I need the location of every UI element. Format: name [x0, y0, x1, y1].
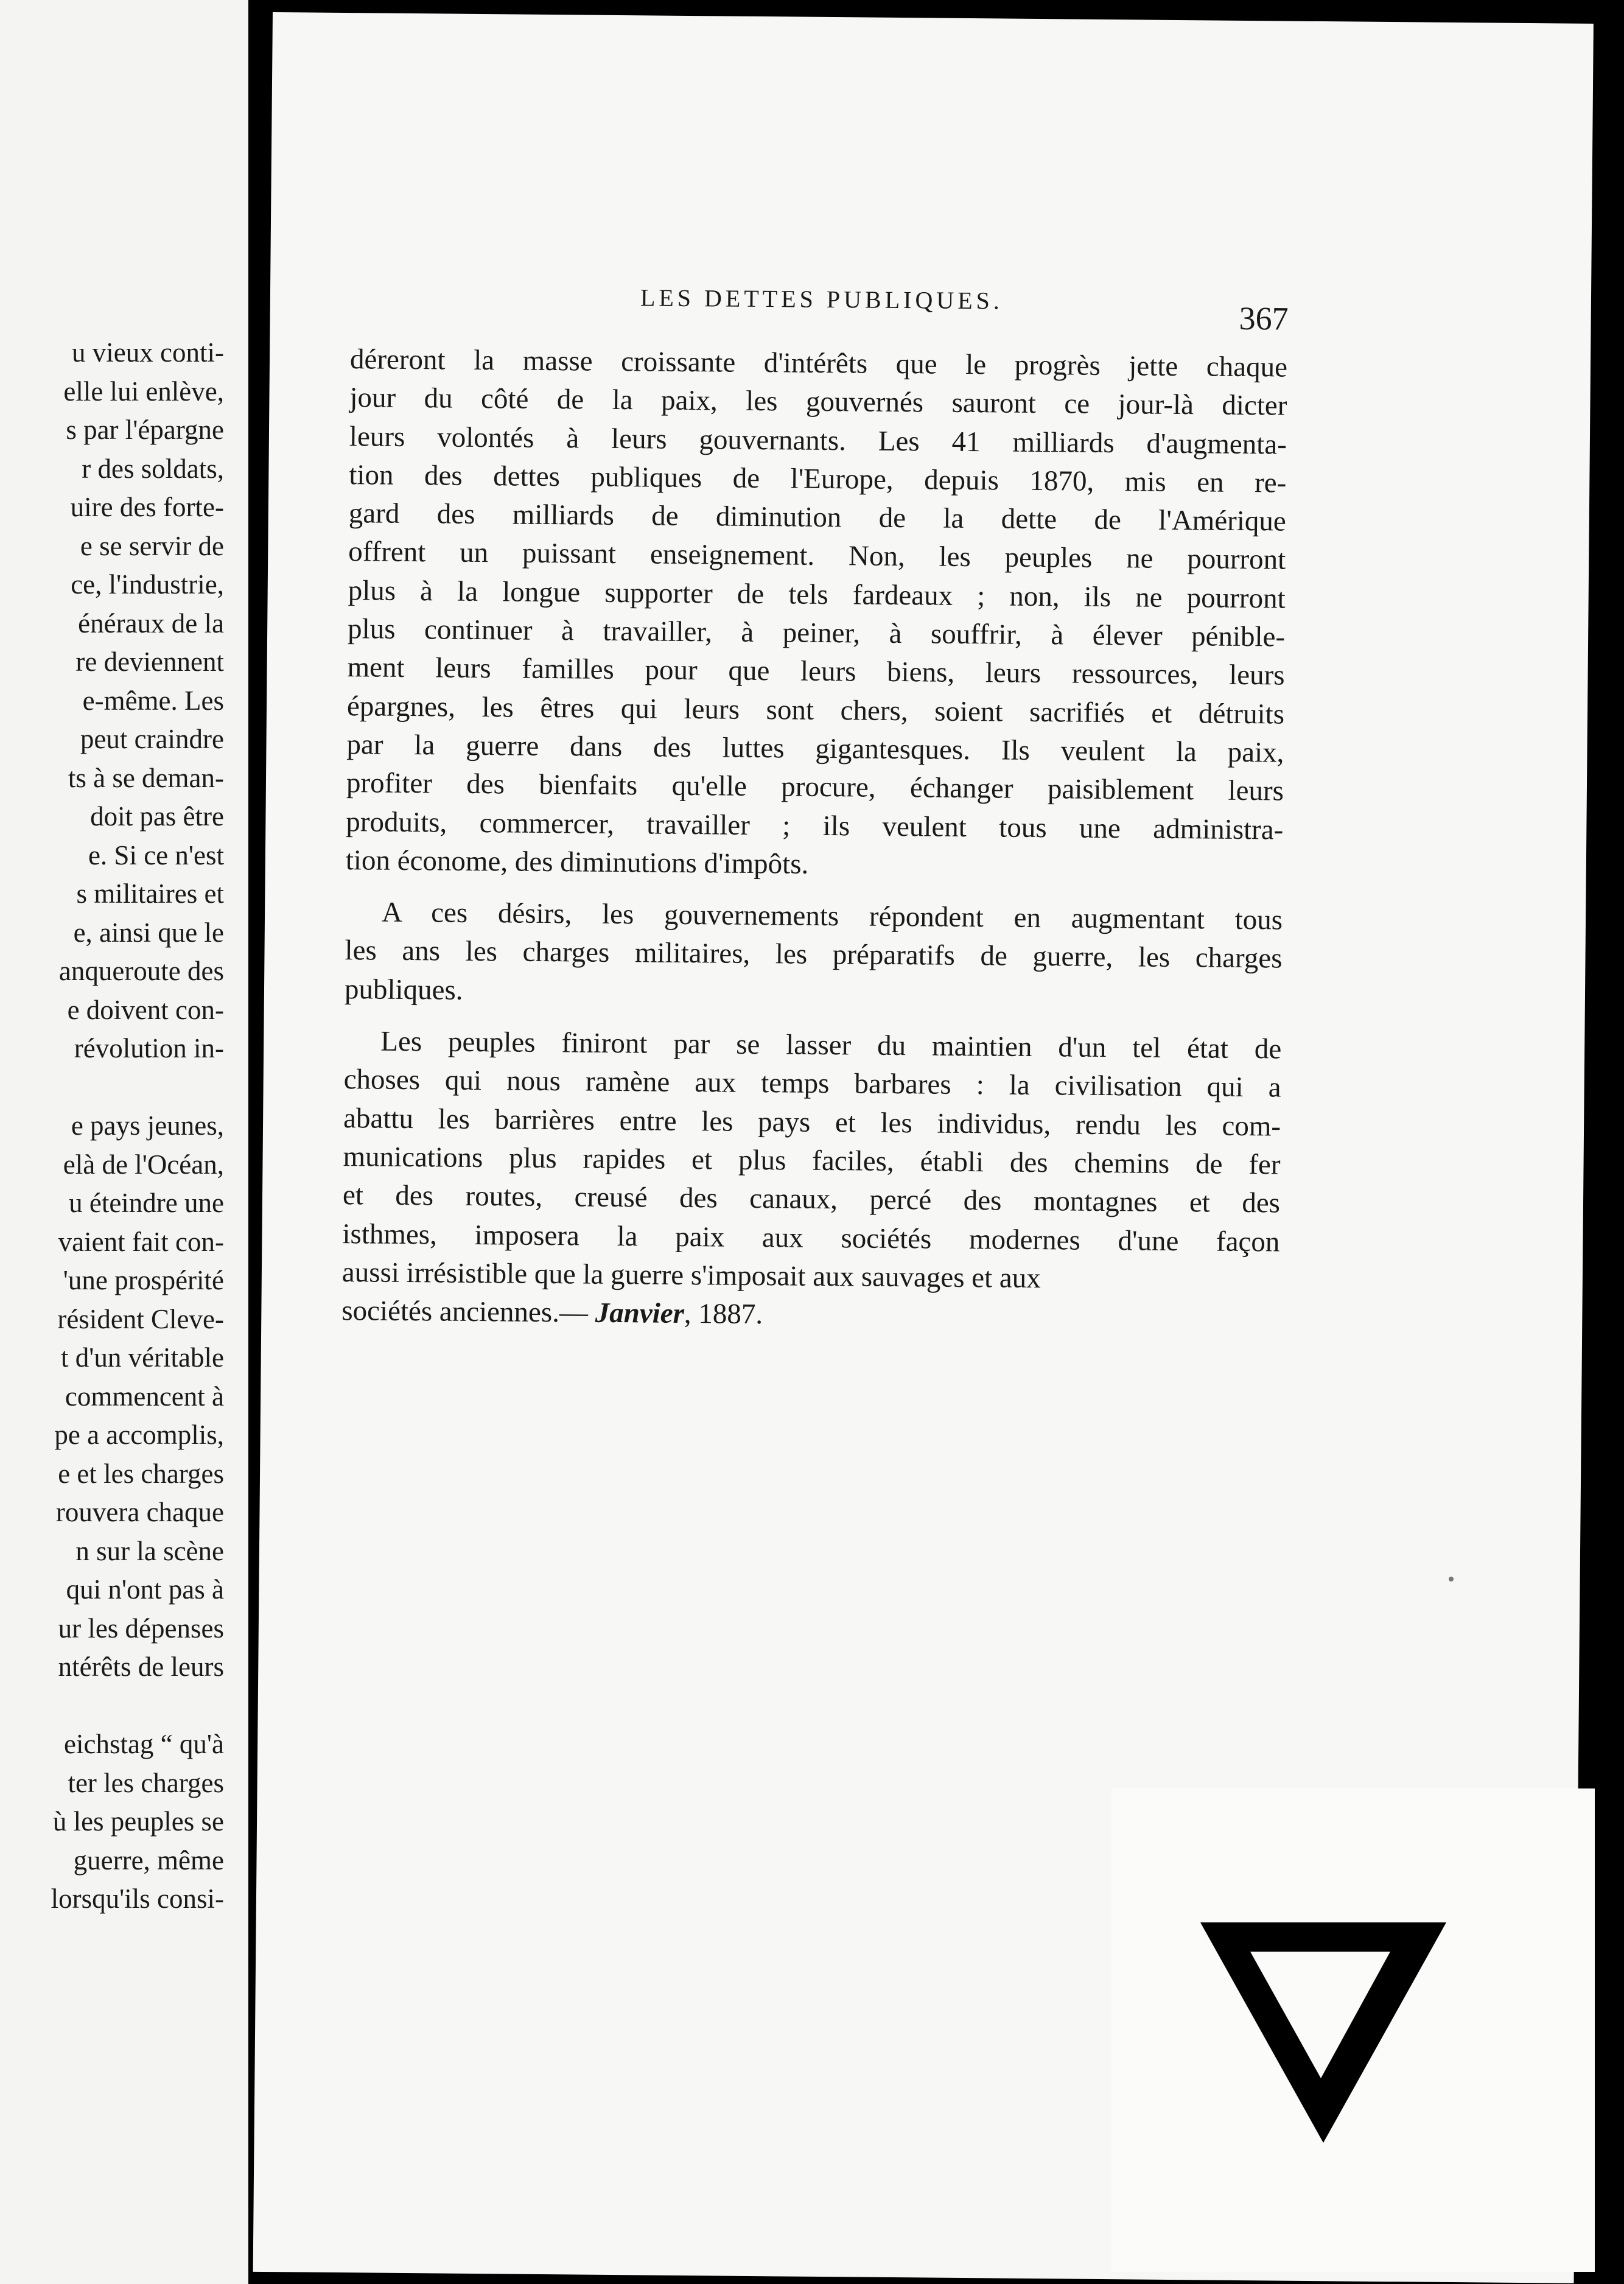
- text-line: isthmes, imposera la paix aux sociétés modernes d'une façon: [342, 1217, 1280, 1258]
- text-line: déreront la masse croissante d'intérêts que le progrès jette chaque: [349, 343, 1288, 384]
- text-line: produits, commercer, travailler ; ils veulent tous une administra-: [346, 805, 1284, 846]
- paragraph-3: [342, 1022, 1282, 1300]
- left-page-line: doit pas être: [90, 801, 224, 832]
- text-line: choses qui nous ramène aux temps barbares : la civilisation qui a: [343, 1063, 1281, 1104]
- left-page-line: re deviennent: [75, 646, 224, 677]
- left-page-line: [0, 1068, 224, 1107]
- left-page-line: [0, 1687, 224, 1726]
- left-page-line: e doivent con-: [67, 994, 224, 1025]
- left-page-line: ù les peuples se: [52, 1806, 224, 1837]
- left-page-line: qui n'ont pas à: [66, 1574, 224, 1605]
- left-page-line: commencent à: [65, 1381, 224, 1412]
- text-line: publiques.: [344, 973, 463, 1006]
- left-page-line: anqueroute des: [58, 956, 224, 986]
- left-page-line: e, ainsi que le: [73, 917, 224, 948]
- left-page-line: uire des forte-: [70, 492, 224, 522]
- scan-speck: [1449, 1577, 1454, 1582]
- left-page-line: ntérêts de leurs: [58, 1652, 224, 1682]
- left-page-line: révolution in-: [74, 1033, 224, 1063]
- paragraph-2: [345, 893, 1283, 1017]
- text-line: épargnes, les êtres qui leurs sont chers, soient sacrifiés et détruits: [346, 690, 1285, 730]
- text-line: plus continuer à travailler, à peiner, à souffrir, à élever pénible-: [347, 613, 1286, 653]
- left-page-line: lorsqu'ils consi-: [51, 1883, 224, 1914]
- text-line: munications plus rapides et plus faciles, établi des chemins de fer: [343, 1141, 1281, 1181]
- text-line: aussi irrésistible que la guerre s'imposait aux sauvages et aux: [341, 1256, 1041, 1294]
- text-line: A ces désirs, les gouvernements répondent en augmentant tous: [381, 896, 1283, 936]
- left-page-line: 'une prospérité: [63, 1265, 224, 1295]
- left-page-line: elà de l'Océan,: [63, 1149, 224, 1180]
- left-page-line: énéraux de la: [78, 608, 224, 639]
- end-of-document-triangle-icon: [1200, 1922, 1446, 2143]
- text-line: offrent un puissant enseignement. Non, les peuples ne pourront: [348, 536, 1286, 576]
- text-line: plus à la longue supporter de tels fardeaux ; non, ils ne pourront: [348, 574, 1286, 615]
- text-line: jour du côté de la paix, les gouvernés sauront ce jour-là dicter: [349, 382, 1287, 422]
- left-page-line: e-même. Les: [82, 685, 224, 716]
- left-page-line: s militaires et: [76, 878, 224, 909]
- text-line: Les peuples finiront par se lasser du maintien d'un tel état de: [380, 1025, 1282, 1065]
- text-line: leurs volontés à leurs gouvernants. Les 41 milliards d'augmenta-: [349, 420, 1287, 461]
- left-page-line: eichstag “ qu'à: [64, 1729, 224, 1759]
- text-line: les ans les charges militaires, les préparatifs de guerre, les charges: [345, 934, 1283, 975]
- text-line: tion des dettes publiques de l'Europe, depuis 1870, mis en re-: [349, 459, 1287, 499]
- paragraph-1: [346, 340, 1288, 888]
- signature-month: Janvier: [595, 1297, 685, 1330]
- left-page-text: [0, 334, 224, 1919]
- closing-text: sociétés anciennes.—: [341, 1295, 595, 1329]
- left-page-line: ur les dépenses: [58, 1613, 224, 1644]
- left-page-line: e et les charges: [58, 1458, 224, 1489]
- text-line: abattu les barrières entre les pays et les individus, rendu les com-: [343, 1102, 1281, 1143]
- left-page-line: ce, l'industrie,: [71, 569, 224, 600]
- left-page-line: u vieux conti-: [72, 337, 224, 368]
- left-page-line: rouvera chaque: [55, 1497, 224, 1527]
- left-page-line: peut craindre: [80, 724, 224, 754]
- text-line: profiter des bienfaits qu'elle procure, échanger paisiblement leurs: [346, 767, 1284, 807]
- left-page-line: e pays jeunes,: [71, 1110, 224, 1141]
- text-line: et des routes, creusé des canaux, percé des montagnes et des: [342, 1179, 1281, 1219]
- left-page-line: ter les charges: [68, 1767, 224, 1798]
- left-page-line: guerre, même: [73, 1844, 224, 1876]
- left-page-line: s par l'épargne: [66, 415, 224, 445]
- text-line: ment leurs familles pour que leurs biens, leurs ressources, leurs: [347, 651, 1285, 692]
- left-page-line: pe a accomplis,: [54, 1420, 224, 1450]
- left-page: [0, 0, 248, 2284]
- running-head: LES DETTES PUBLIQUES.: [640, 284, 1004, 315]
- signature-year: , 1887.: [684, 1298, 763, 1331]
- left-page-line: vaient fait con-: [58, 1226, 224, 1257]
- page-number: 367: [1239, 300, 1289, 337]
- text-line: par la guerre dans des luttes gigantesques. Ils veulent la paix,: [346, 729, 1284, 769]
- left-page-line: résident Cleve-: [57, 1303, 224, 1334]
- left-page-line: u éteindre une: [69, 1188, 224, 1218]
- left-page-line: elle lui enlève,: [63, 376, 224, 407]
- text-line: gard des milliards de diminution de la dette de l'Amérique: [348, 497, 1286, 538]
- left-page-line: e. Si ce n'est: [88, 839, 224, 871]
- closing-line: [341, 1292, 1279, 1339]
- left-page-line: ts à se deman-: [68, 762, 224, 793]
- left-page-line: r des soldats,: [82, 453, 224, 484]
- text-line: tion économe, des diminutions d'impôts.: [345, 844, 809, 880]
- left-page-line: n sur la scène: [75, 1535, 224, 1566]
- body-text: [341, 340, 1287, 1339]
- left-page-line: e se servir de: [80, 530, 224, 561]
- left-page-line: t d'un véritable: [60, 1342, 224, 1373]
